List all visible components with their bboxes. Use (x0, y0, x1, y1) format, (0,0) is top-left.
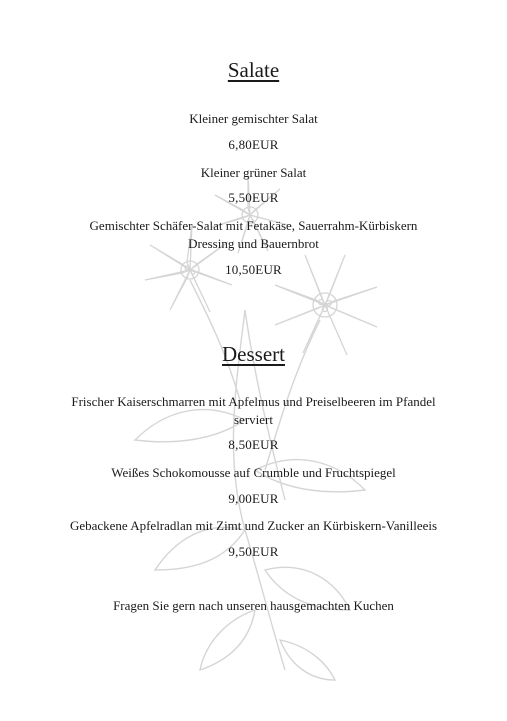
section-title-dessert: Dessert (222, 342, 285, 366)
menu-item-name-continued: serviert (234, 412, 273, 427)
footer-note: Fragen Sie gern nach unseren hausgemachten Kuchen (113, 598, 394, 613)
menu-item-price: 6,80EUR (228, 137, 279, 152)
menu-item-price: 5,50EUR (228, 190, 279, 205)
menu-item-name-continued: Dressing und Bauernbrot (188, 236, 319, 251)
menu-item-name: Kleiner grüner Salat (200, 165, 307, 180)
section-title-salate: Salate (227, 58, 280, 82)
menu-item-price: 10,50EUR (225, 262, 282, 277)
menu-item-name: Frischer Kaiserschmarren mit Apfelmus und Preiselbeeren im Pfandel (71, 394, 436, 409)
menu-item-name: Gemischter Schäfer-Salat mit Fetakäse, Sauerrahm-Kürbiskern (89, 218, 418, 233)
menu-item-price: 8,50EUR (228, 437, 279, 452)
menu-item-price: 9,50EUR (228, 544, 279, 559)
menu-item-name: Weißes Schokomousse auf Crumble und Fruchtspiegel (111, 465, 396, 480)
menu-item-name: Gebackene Apfelradlan mit Zimt und Zucker an Kürbiskern-Vanilleeis (69, 518, 438, 533)
menu-item-price: 9,00EUR (228, 491, 279, 506)
menu-item-name: Kleiner gemischter Salat (189, 111, 318, 126)
